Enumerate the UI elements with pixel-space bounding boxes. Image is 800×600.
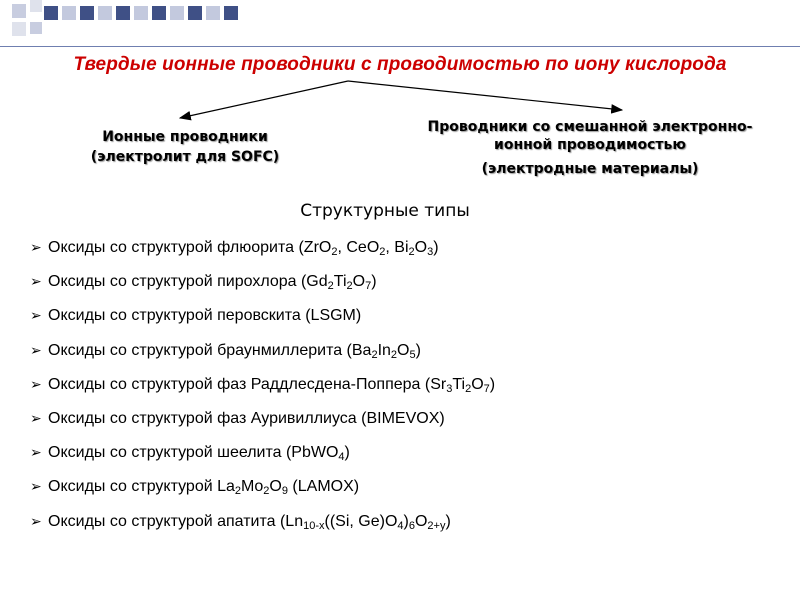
formula-text: ) [371,273,377,291]
formula-subscript: 2 [346,280,353,293]
formula-text: Ti [452,375,466,393]
slide-title: Твердые ионные проводники с проводимостью по иону кислорода [73,54,727,75]
formula-subscript: 7 [365,280,372,293]
formula-text: O [269,478,282,496]
list-item-text: Оксиды со структурой фаз Ауривиллиуса (BIMEVOX) [48,409,445,427]
formula-subscript: 2 [390,348,398,361]
formula-text: O [471,375,484,393]
bullet-arrow-icon: ➢ [30,341,42,358]
formula-text: O [352,273,366,291]
list-item-text: Оксиды со структурой перовскита (LSGM) [48,307,362,325]
formula-text: ) [415,341,421,359]
list-item-text: Оксиды со структурой La [48,478,235,496]
structure-types-list [30,236,495,544]
bullet-arrow-icon: ➢ [30,375,42,392]
list-item-text: Оксиды со структурой флюорита (ZrO [48,239,332,256]
formula-text: O [414,512,428,530]
mixed-conductors-subtitle: (электродные материалы) [481,161,699,177]
bullet-arrow-icon: ➢ [30,307,42,324]
list-item-text: Оксиды со структурой браунмиллерита (Ba [48,341,372,359]
formula-text: , CeO [337,239,380,256]
formula-subscript: 2 [327,280,334,293]
formula-subscript: 2 [371,348,378,361]
list-item [30,373,495,407]
bullet-arrow-icon: ➢ [30,512,42,529]
bullet-arrow-icon: ➢ [30,409,42,426]
formula-subscript: 6 [408,519,415,532]
list-item [30,475,495,509]
mixed-conductors-label [400,118,780,178]
arrow-left [180,81,348,118]
ionic-conductors-subtitle: (электролит для SOFC) [90,149,280,165]
formula-subscript: 2 [465,382,472,395]
formula-text: ) [344,444,350,462]
formula-subscript: 10-x [303,519,325,532]
formula-subscript: 5 [409,348,416,361]
formula-subscript: 4 [397,519,404,532]
formula-text: Ti [333,273,347,291]
formula-text: ) [445,512,451,530]
formula-subscript: 3 [427,246,434,258]
list-item-text: Оксиды со структурой апатита (Ln [48,512,304,530]
formula-text: Mo [241,478,264,496]
list-item [30,236,495,270]
bullet-arrow-icon: ➢ [30,239,42,255]
ionic-conductors-label [70,127,300,167]
formula-subscript: 2 [331,246,338,258]
formula-subscript: 2+y [427,519,446,532]
ionic-conductors-title: Ионные проводники [102,129,268,145]
formula-subscript: 9 [281,485,288,498]
mixed-conductors-title-line1: Проводники со смешанной электронно- [427,119,753,135]
formula-subscript: 4 [338,451,345,464]
list-item [30,407,495,441]
formula-subscript: 2 [234,485,242,498]
formula-text: , Bi [385,239,409,256]
structure-types-heading: Структурные типы [300,201,470,221]
formula-text: ) [489,375,496,393]
formula-text: (LAMOX) [287,478,360,496]
formula-text: ((Si, Ge)O [324,512,398,530]
formula-text: ) [433,239,439,256]
bullet-arrow-icon: ➢ [30,478,42,495]
list-item [30,441,495,475]
list-item [30,339,495,373]
list-item [30,304,495,338]
arrow-right [348,81,622,110]
formula-subscript: 2 [263,485,270,498]
list-item [30,270,495,304]
formula-subscript: 2 [379,246,386,258]
branch-arrows [0,0,800,130]
bullet-arrow-icon: ➢ [30,444,42,461]
list-item-text: Оксиды со структурой фаз Раддлесдена-Поппера (Sr [48,375,447,393]
formula-text: O [397,341,410,359]
formula-subscript: 2 [408,246,415,258]
formula-text: O [414,239,428,256]
formula-text: ) [403,512,409,530]
list-item-text: Оксиды со структурой шеелита (PbWO [48,444,339,462]
formula-subscript: 3 [446,382,453,395]
list-item [30,510,495,544]
mixed-conductors-title-line2: ионной проводимостью [494,137,686,153]
list-item-text: Оксиды со структурой пирохлора (Gd [48,273,328,291]
formula-text: In [377,341,391,359]
formula-subscript: 7 [483,382,490,395]
bullet-arrow-icon: ➢ [30,273,42,290]
